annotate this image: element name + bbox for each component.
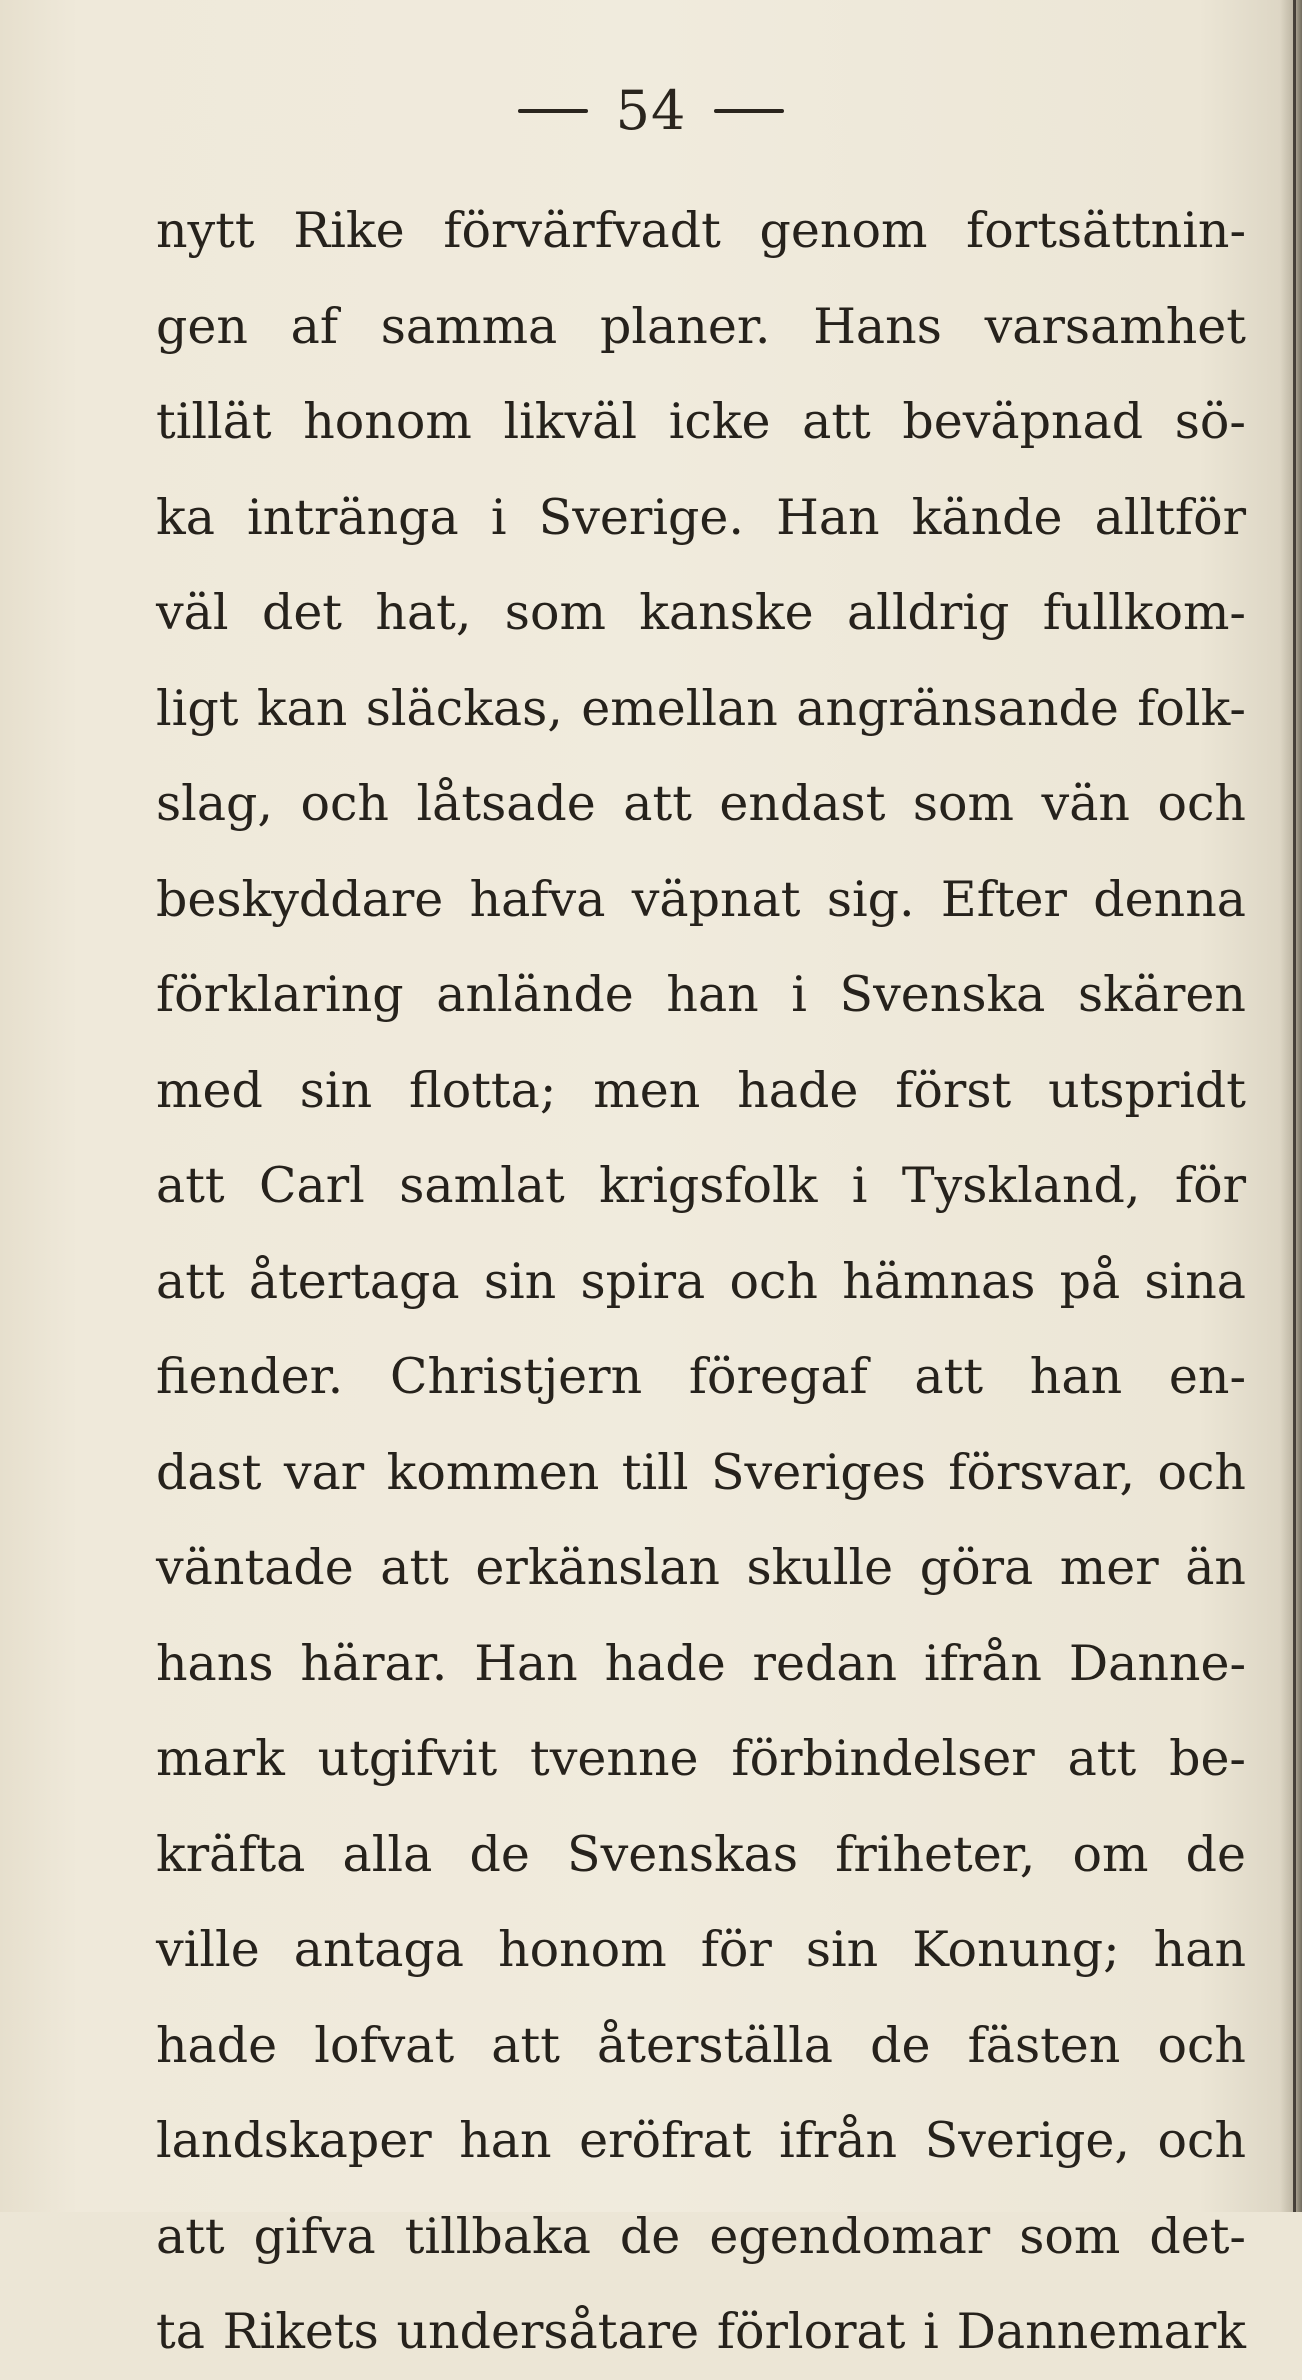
- text-line: landskaper han eröfrat ifrån Sverige, och: [156, 2112, 1246, 2169]
- text-line: nytt Rike förvärfvadt genom fortsättnin-: [156, 202, 1246, 259]
- text-line: kräfta alla de Svenskas friheter, om de: [156, 1825, 1246, 1883]
- text-line: hade lofvat att återställa de fästen och: [156, 2016, 1246, 2074]
- page-edge-shadow: [1280, 0, 1302, 2212]
- text-line: slag, och låtsade att endast som vän och: [156, 775, 1246, 832]
- body-text: [156, 183, 1246, 2380]
- text-line: väntade att erkänslan skulle göra mer än: [156, 1539, 1246, 1596]
- header-dash-right: [714, 109, 784, 113]
- text-line: tillät honom likväl icke att beväpnad sö-: [156, 393, 1246, 450]
- text-line: förklaring anlände han i Svenska skären: [156, 966, 1246, 1023]
- text-line: dast var kommen till Sveriges försvar, och: [156, 1443, 1246, 1501]
- text-line: att Carl samlat krigsfolk i Tyskland, för: [156, 1157, 1246, 1214]
- text-line: väl det hat, som kanske alldrig fullkom-: [156, 584, 1246, 641]
- text-line: att gifva tillbaka de egendomar som det-: [156, 2207, 1246, 2265]
- page-number: 54: [615, 79, 687, 142]
- text-line: ta Rikets undersåtare förlorat i Dannemark: [156, 2303, 1246, 2360]
- page-header: [0, 72, 1302, 146]
- text-line: hans härar. Han hade redan ifrån Danne-: [156, 1634, 1246, 1692]
- text-line: mark utgifvit tvenne förbindelser att be-: [156, 1730, 1246, 1787]
- text-line: fiender. Christjern föregaf att han en-: [156, 1348, 1246, 1405]
- page-edge-line: [1293, 0, 1296, 2212]
- text-line: ville antaga honom för sin Konung; han: [156, 1921, 1246, 1978]
- text-line: beskyddare hafva väpnat sig. Efter denna: [156, 870, 1246, 928]
- text-line: ka intränga i Sverige. Han kände alltför: [156, 488, 1246, 546]
- text-line: gen af samma planer. Hans varsamhet: [156, 297, 1246, 355]
- header-dash-left: [518, 109, 588, 113]
- text-line: att återtaga sin spira och hämnas på sina: [156, 1252, 1246, 1310]
- text-line: med sin flotta; men hade först utspridt: [156, 1061, 1246, 1119]
- text-line: ligt kan släckas, emellan angränsande folk-: [156, 679, 1246, 737]
